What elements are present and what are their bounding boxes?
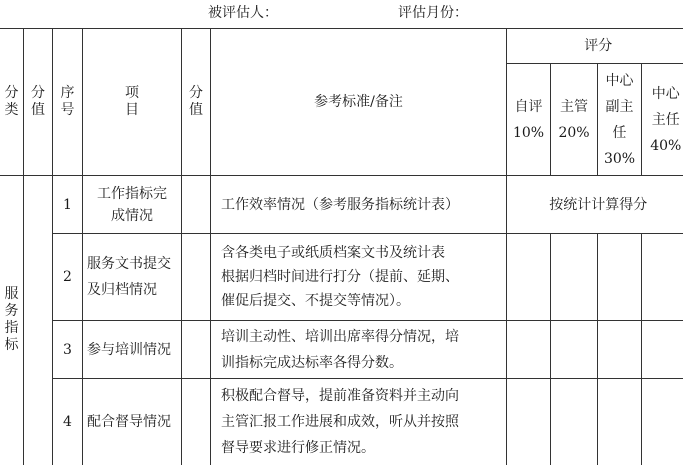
col-header-category: 分类 [0, 29, 24, 176]
self-score-cell[interactable] [507, 379, 551, 465]
col-header-supervisor: 主管 20% [551, 64, 598, 176]
header-row-top [0, 29, 683, 64]
table-row [0, 234, 683, 321]
director-score-cell[interactable] [642, 321, 683, 379]
col-header-reference: 参考标准/备注 [211, 29, 507, 176]
col-header-deputy-director: 中心副主任 30% [598, 64, 642, 176]
category-cell: 服务指标 [0, 176, 24, 465]
table-row [0, 176, 683, 234]
seq-cell: 2 [53, 234, 83, 321]
weight-cell [24, 176, 53, 465]
col-header-item-score: 分值 [182, 29, 211, 176]
table-row [0, 379, 683, 465]
director-score-cell[interactable] [642, 379, 683, 465]
supervisor-score-cell[interactable] [551, 379, 598, 465]
col-header-weight: 分值 [24, 29, 53, 176]
item-score-cell [182, 234, 211, 321]
reference-cell: 含各类电子或纸质档案文书及统计表 根据归档时间进行打分（提前、延期、 催促后提交、不提交等情况）。 [211, 234, 507, 321]
evaluation-month-label: 评估月份： [398, 5, 468, 21]
evaluatee-label: 被评估人： [208, 5, 278, 21]
reference-cell: 培训主动性、培训出席率得分情况，培 训指标完成达标率各得分数。 [211, 321, 507, 379]
self-score-cell[interactable] [507, 321, 551, 379]
col-header-director: 中心主任 40% [642, 64, 683, 176]
supervisor-score-cell[interactable] [551, 321, 598, 379]
col-header-seq: 序号 [53, 29, 83, 176]
seq-cell: 3 [53, 321, 83, 379]
seq-cell: 4 [53, 379, 83, 465]
item-cell: 参与培训情况 [83, 321, 182, 379]
supervisor-score-cell[interactable] [551, 234, 598, 321]
self-score-cell[interactable] [507, 234, 551, 321]
reference-cell: 工作效率情况（参考服务指标统计表） [211, 176, 507, 234]
seq-cell: 1 [53, 176, 83, 234]
item-cell: 工作指标完 成情况 [83, 176, 182, 234]
deputy-score-cell[interactable] [598, 321, 642, 379]
item-score-cell [182, 176, 211, 234]
col-header-self: 自评 10% [507, 64, 551, 176]
deputy-score-cell[interactable] [598, 379, 642, 465]
item-score-cell [182, 379, 211, 465]
table-row [0, 321, 683, 379]
col-header-item: 项目 [83, 29, 182, 176]
deputy-score-cell[interactable] [598, 234, 642, 321]
evaluation-table [0, 28, 683, 465]
col-header-rating: 评分 [507, 29, 683, 64]
item-cell: 服务文书提交 及归档情况 [83, 234, 182, 321]
item-score-cell [182, 321, 211, 379]
item-cell: 配合督导情况 [83, 379, 182, 465]
director-score-cell[interactable] [642, 234, 683, 321]
merged-score-cell: 按统计计算得分 [507, 176, 683, 234]
reference-cell: 积极配合督导，提前准备资料并主动向 主管汇报工作进展和成效，听从并按照 督导要求进行修正情况。 [211, 379, 507, 465]
